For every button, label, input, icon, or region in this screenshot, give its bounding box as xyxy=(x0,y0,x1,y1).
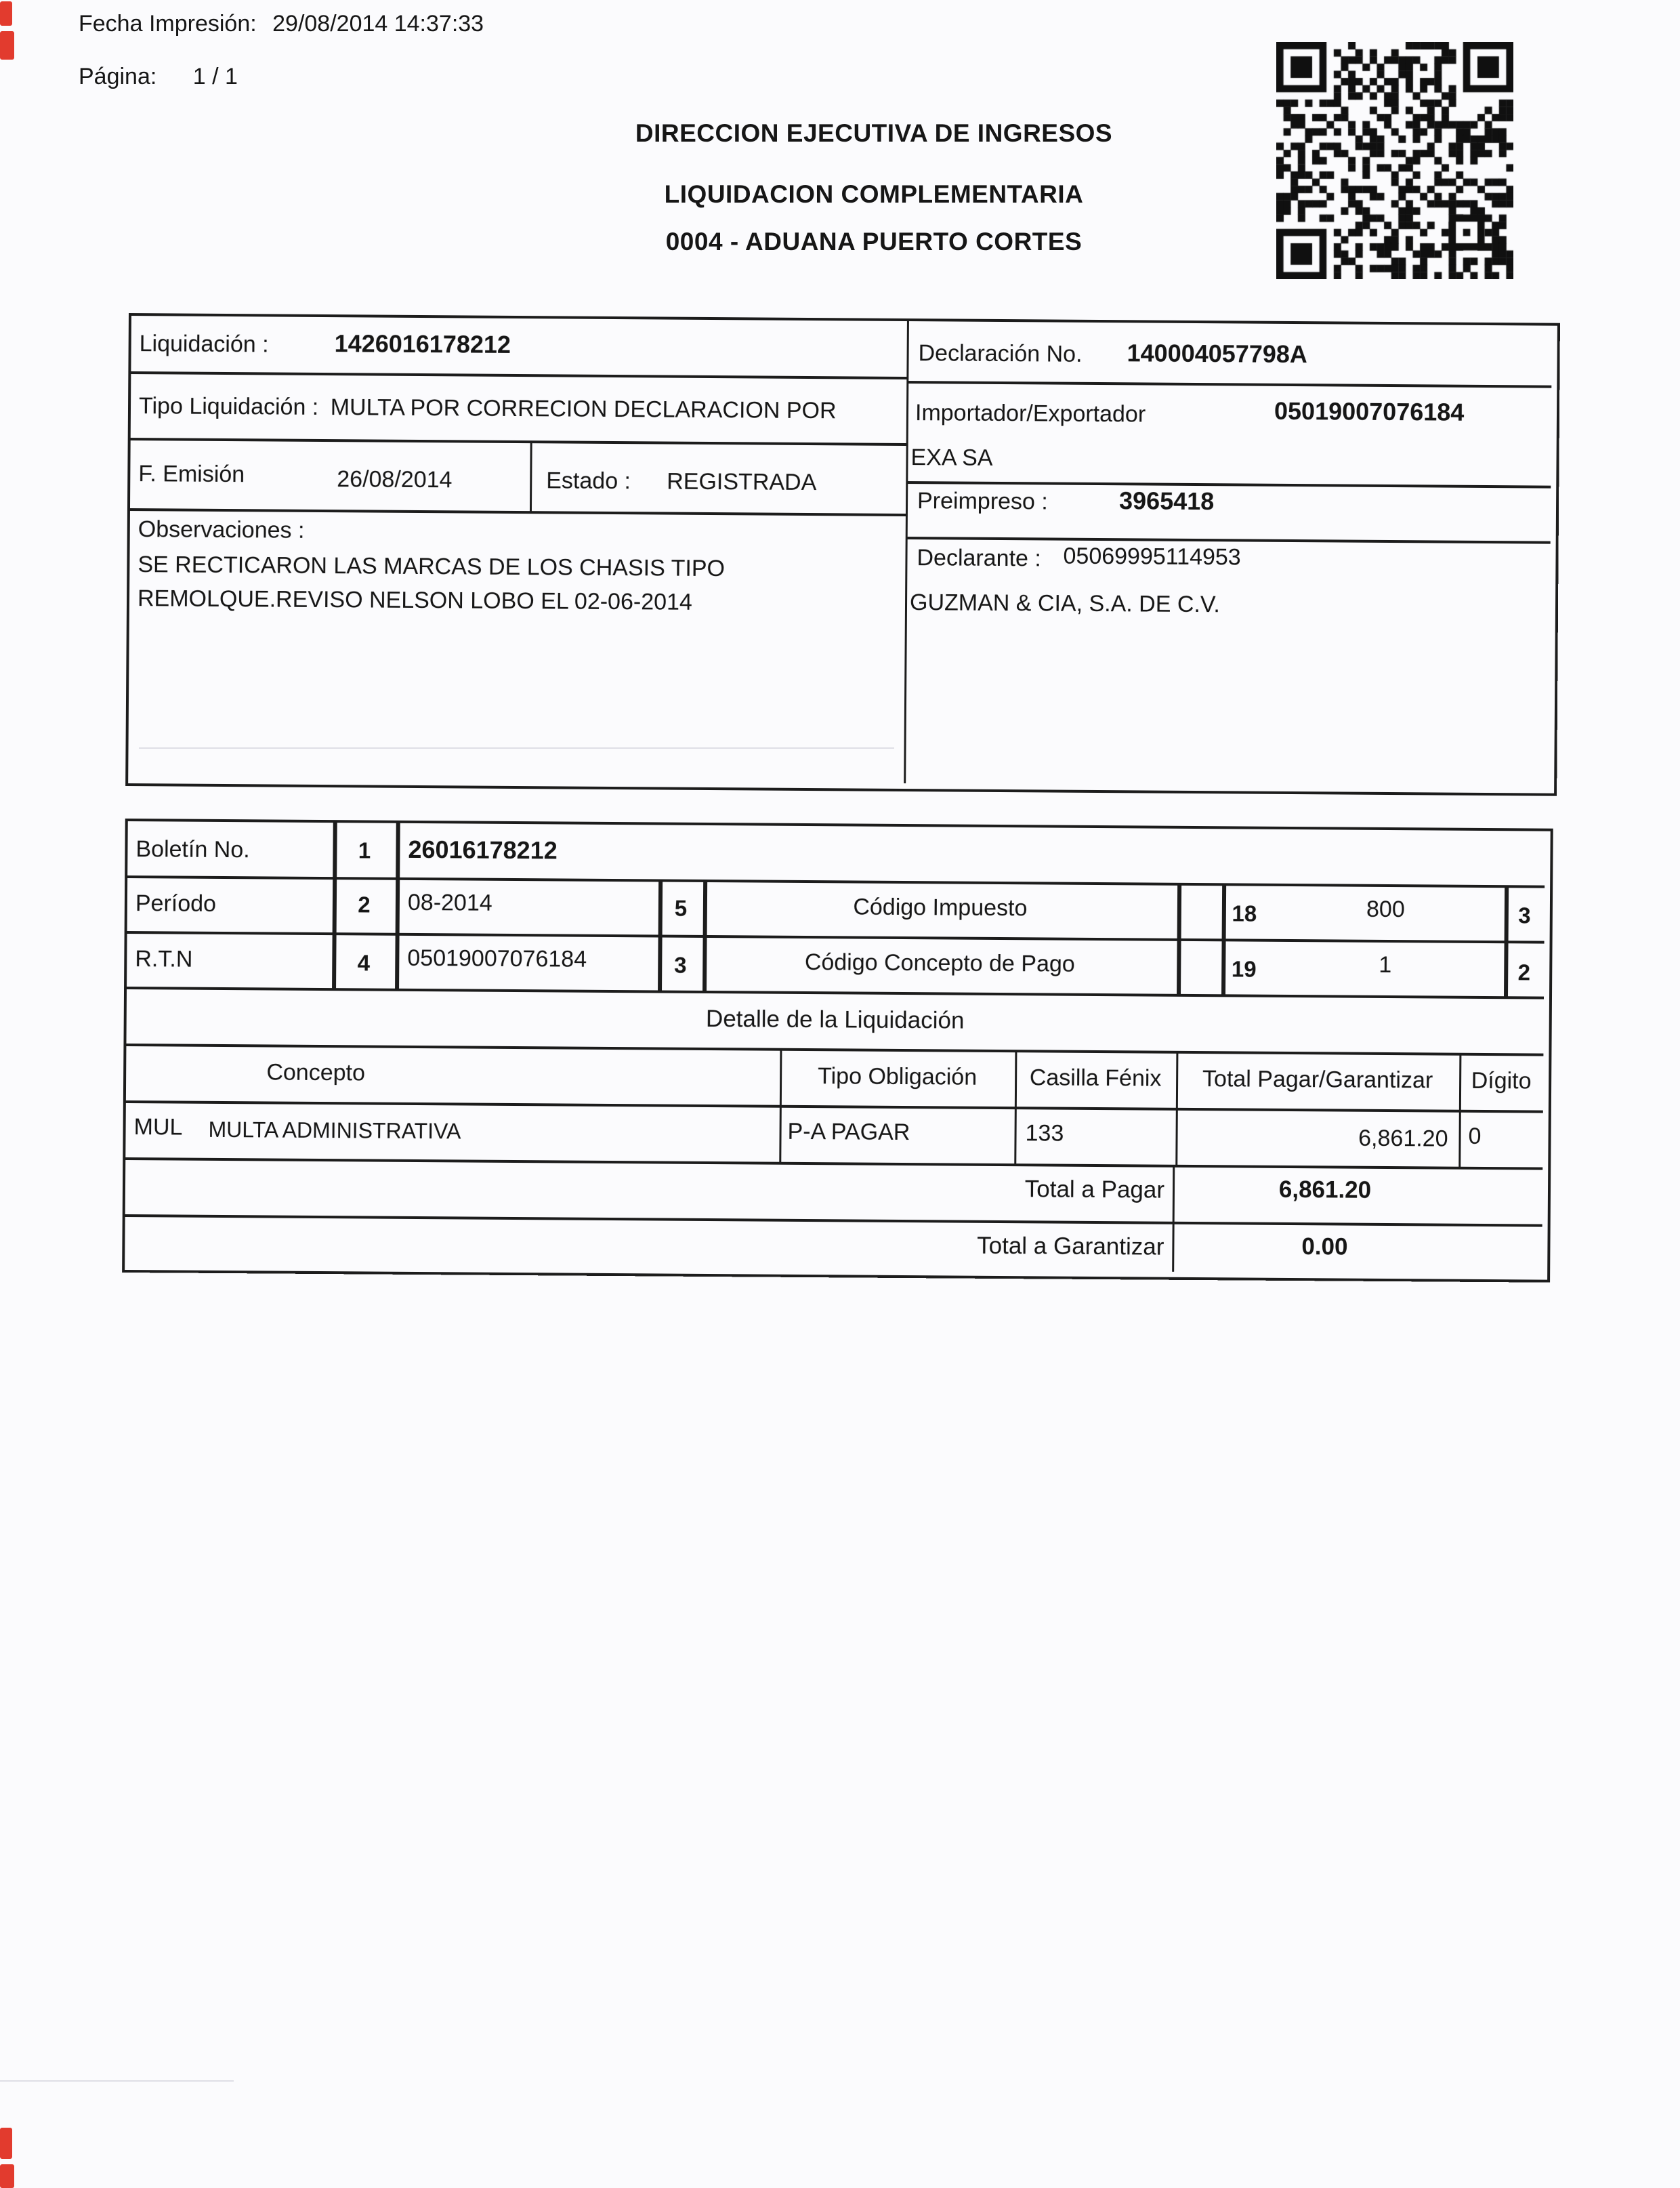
importador-nombre: EXA SA xyxy=(910,445,993,471)
col-header-digito: Dígito xyxy=(1471,1067,1532,1094)
observaciones-label: Observaciones : xyxy=(138,516,305,543)
codigo-concepto-digito: 2 xyxy=(1517,959,1531,985)
declarante-number: 05069995114953 xyxy=(1063,543,1241,571)
detalle-row-digito: 0 xyxy=(1468,1123,1482,1149)
detalle-row-tipo-obligacion: P-A PAGAR xyxy=(787,1118,910,1146)
detalle-row-codigo: MUL xyxy=(133,1114,183,1140)
fecha-emision-value: 26/08/2014 xyxy=(337,466,453,493)
codigo-impuesto-label: Código Impuesto xyxy=(853,894,1028,922)
detalle-row-concepto: MULTA ADMINISTRATIVA xyxy=(208,1117,461,1144)
fecha-emision-label: F. Emisión xyxy=(138,461,245,488)
importador-number: 05019007076184 xyxy=(1274,396,1465,426)
periodo-value: 08-2014 xyxy=(407,889,492,916)
rtn-value: 05019007076184 xyxy=(407,945,587,972)
codigo-concepto-label: Código Concepto de Pago xyxy=(804,949,1075,977)
declaracion-number: 140004057798A xyxy=(1127,339,1308,369)
codigo-concepto-casilla: 19 xyxy=(1231,956,1257,982)
estado-value: REGISTRADA xyxy=(667,468,817,496)
periodo-casilla: 2 xyxy=(358,892,371,917)
codigo-impuesto-casilla: 18 xyxy=(1232,901,1257,926)
page-number-label: Página: xyxy=(79,64,157,89)
col-header-tipo-obligacion: Tipo Obligación xyxy=(818,1063,978,1090)
rtn-label: R.T.N xyxy=(135,946,193,972)
org-title: DIRECCION EJECUTIVA DE INGRESOS xyxy=(635,119,1113,147)
preimpreso-label: Preimpreso : xyxy=(917,488,1048,515)
detalle-row-casilla-fenix: 133 xyxy=(1025,1120,1064,1147)
boletin-number: 26016178212 xyxy=(408,835,558,865)
tipo-liquidacion-value: MULTA POR CORRECION DECLARACION POR xyxy=(330,394,837,424)
rtn-casilla: 4 xyxy=(357,950,371,976)
liquidacion-number: 1426016178212 xyxy=(334,329,511,358)
tipo-liquidacion-label: Tipo Liquidación : xyxy=(138,393,319,420)
codigo-impuesto-casilla-izq: 5 xyxy=(674,895,688,921)
print-date-label: Fecha Impresión: xyxy=(79,11,257,37)
liquidacion-table xyxy=(125,313,1560,796)
declarante-nombre: GUZMAN & CIA, S.A. DE C.V. xyxy=(909,590,1221,618)
detalle-row-total: 6,861.20 xyxy=(1358,1125,1448,1152)
boletin-table xyxy=(122,819,1553,1283)
aduana-subtitle: 0004 - ADUANA PUERTO CORTES xyxy=(665,228,1083,255)
importador-label: Importador/Exportador xyxy=(915,400,1146,428)
boletin-label: Boletín No. xyxy=(135,836,250,863)
observaciones-line1: SE RECTICARON LAS MARCAS DE LOS CHASIS TIPO xyxy=(138,552,726,582)
total-pagar-label: Total a Pagar xyxy=(1024,1176,1165,1203)
detalle-section-title: Detalle de la Liquidación xyxy=(705,1005,965,1034)
liquidacion-label: Liquidación : xyxy=(139,331,269,358)
total-garantizar-label: Total a Garantizar xyxy=(977,1232,1164,1260)
preimpreso-number: 3965418 xyxy=(1118,487,1215,516)
codigo-concepto-value: 1 xyxy=(1379,951,1392,978)
print-date-value: 29/08/2014 14:37:33 xyxy=(272,11,484,37)
declaracion-label: Declaración No. xyxy=(918,340,1083,367)
document-title: LIQUIDACION COMPLEMENTARIA xyxy=(664,180,1084,208)
codigo-concepto-casilla-izq: 3 xyxy=(673,952,687,978)
boletin-casilla: 1 xyxy=(358,838,371,863)
total-garantizar-value: 0.00 xyxy=(1301,1233,1348,1260)
declarante-label: Declarante : xyxy=(917,545,1041,572)
codigo-impuesto-digito: 3 xyxy=(1518,903,1531,928)
page-number-value: 1 / 1 xyxy=(192,64,238,89)
observaciones-line2: REMOLQUE.REVISO NELSON LOBO EL 02-06-2014 xyxy=(137,585,693,615)
codigo-impuesto-value: 800 xyxy=(1366,896,1405,923)
col-header-concepto: Concepto xyxy=(266,1059,366,1086)
col-header-casilla-fenix: Casilla Fénix xyxy=(1029,1065,1162,1092)
estado-label: Estado : xyxy=(546,468,631,495)
total-pagar-value: 6,861.20 xyxy=(1278,1176,1372,1203)
col-header-total-pagar-garantizar: Total Pagar/Garantizar xyxy=(1202,1066,1433,1094)
periodo-label: Período xyxy=(135,890,217,917)
